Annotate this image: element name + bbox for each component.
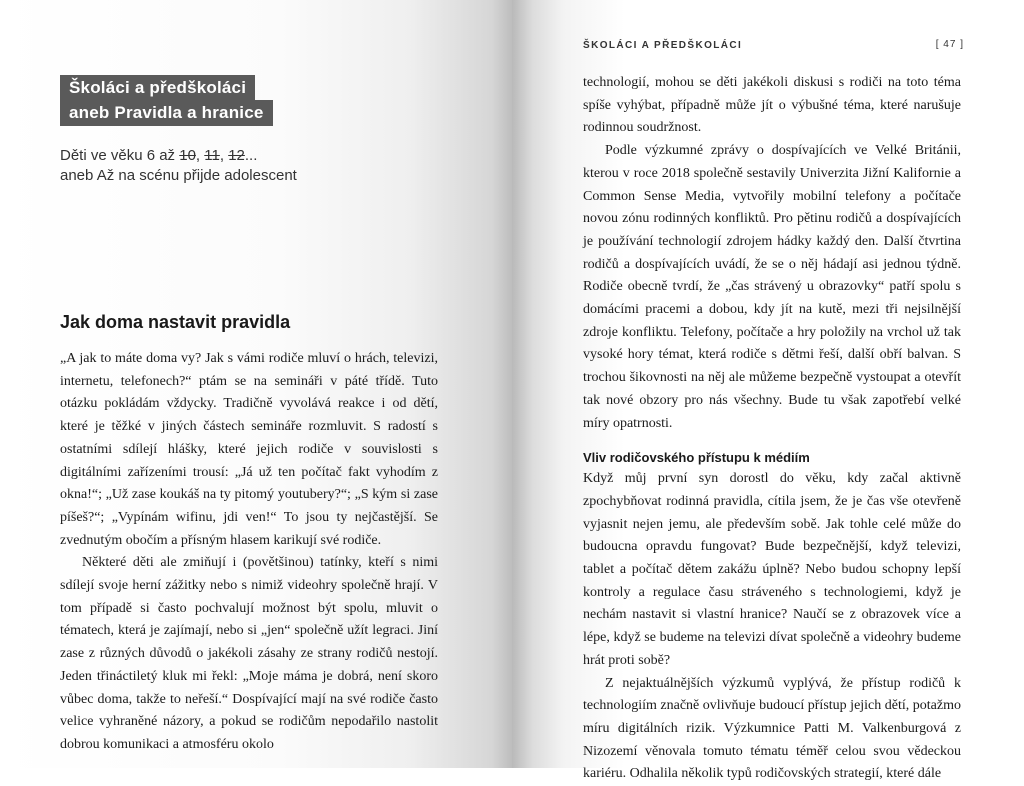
- chapter-title-line1: Školáci a předškoláci: [60, 75, 255, 101]
- page-number: [ 47 ]: [935, 39, 964, 50]
- subtitle-separator: ,: [219, 147, 229, 164]
- body-paragraph: Z nejaktuálnějších výzkumů vyplývá, že přístup rodičů k technologiím značně ovlivňuje budoucí přístup jejich dětí, potažmo míru digitálních rizik. Výzkumnice Patti M. Valkenburgová z Nizozemí věnovala tomuto tématu téměř celou svou vědeckou kariéru. Odhalila několik typů rodičovských strategií, které dále: [583, 675, 961, 782]
- right-body-text: [583, 72, 961, 786]
- body-paragraph: technologií, mohou se děti jakékoli diskusi s rodiči na toto téma spíše vyhýbat, případně může jít o výbušné téma, které narušuje rodinnou soudržnost.: [583, 75, 961, 136]
- left-body-text: [60, 348, 438, 757]
- left-page: [0, 0, 512, 768]
- body-paragraph: Podle výzkumné zprávy o dospívajících ve Velké Británii, kterou v roce 2018 společně sestavily Univerzita Jižní Kalifornie a Common Sense Media, vytvořily mobilní telefony a počítače novou zónu rodinných konfliktů. Pro pětinu rodičů a dospívajících je používání technologií zdrojem hádky každý den. Další čtvrtina rodičů a dospívajících uvádí, že se o něj hádají asi jednou týdně. Rodiče obecně tvrdí, že „čas strávený u obrazovky“ patří spolu s domácími pracemi a dobou, kdy jít na kutě, mezi tři nejsilnější zdroje konfliktu. Telefony, počítače a hry položily na vrchol už tak vysoké hory témat, která rodiče s dětmi řeší, další obří balvan. S trochou šikovnosti na něj ale můžeme bezpečně vystoupat a otevřít tak nové obzory pro nás všechny. Bude tu však zapotřebí velké míry opatrnosti.: [583, 143, 961, 431]
- running-head: ŠKOLÁCI A PŘEDŠKOLÁCI: [583, 40, 743, 51]
- subtitle-separator: ,: [195, 147, 205, 164]
- section-title: Jak doma nastavit pravidla: [60, 312, 291, 332]
- chapter-subtitle: [60, 146, 297, 186]
- body-paragraph: „A jak to máte doma vy? Jak s vámi rodiče mluví o hrách, televizi, internetu, telefonech?“ ptám se na semináři v páté třídě. Tuto otázku pokládám vždycky. Tradičně vyvolává reakce i od dětí, které je těžké v jiných částech semináře rozmluvit. S radostí s ostatními sdílejí hlášky, které jejich rodiče v souvislosti s digitálními zařízeními trousí: „Já už ten počítač fakt vyhodím z okna!“; „Už zase koukáš na ty pitomý youtubery?“; „S kým si zase píšeš?“; „Vypínám wifinu, jdi ven!“ To jsou ty nejčastější. Se zvednutým obočím a přísným hlasem karikují své rodiče.: [60, 351, 438, 548]
- body-paragraph: Některé děti ale zmiňují i (povětšinou) tatínky, kteří s nimi sdílejí svoje herní zážitky nebo s nimiž videohry společně hrají. V tom případě si často pochvalují možnost být spolu, mluvit o tématech, která je zajímají, nebo si „jen“ společně užít legraci. Jiní zase z různých důvodů o jakékoli zásahy ze strany rodičů nestojí. Jeden třináctiletý kluk mi řekl: „Moje máma je dobrá, není skoro vůbec doma, takže to neřeší.“ Dospívající mají na své rodiče často velice vyhraněné názory, a pokud se rodičům nepodařilo nastolit dobrou komunikaci a atmosféru okolo: [60, 555, 438, 752]
- struck-age-10: 10: [179, 147, 196, 164]
- body-paragraph: Když můj první syn dorostl do věku, kdy začal aktivně zpochybňovat rodinná pravidla, cítila jsem, že je čas vše otevřeně vyjasnit nejen jemu, ale především sobě. Jak tohle celé může do budoucna opravdu fungovat? Bude bezpečnější, když televizi, tablet a počítač dětem zakážu úplně? Nebo budou schopny lepší kontroly a regulace času stráveného s technologiemi, když je nechám nastavit si vlastní hranice? Naučí se z obrazovek více a lépe, když se budeme na televizi dívat společně a videohry budeme hrát proti sobě?: [583, 471, 961, 668]
- struck-age-12: 12: [228, 147, 245, 164]
- subheading: Vliv rodičovského přístupu k médiím: [583, 450, 810, 466]
- struck-age-11: 11: [204, 147, 220, 164]
- subtitle-line2: aneb Až na scénu přijde adolescent: [60, 167, 297, 184]
- subtitle-line1: [60, 146, 297, 166]
- chapter-title-line2: aneb Pravidla a hranice: [60, 100, 273, 126]
- subtitle-ellipsis: ...: [244, 147, 258, 164]
- subtitle-prefix: Děti ve věku 6 až: [60, 147, 180, 164]
